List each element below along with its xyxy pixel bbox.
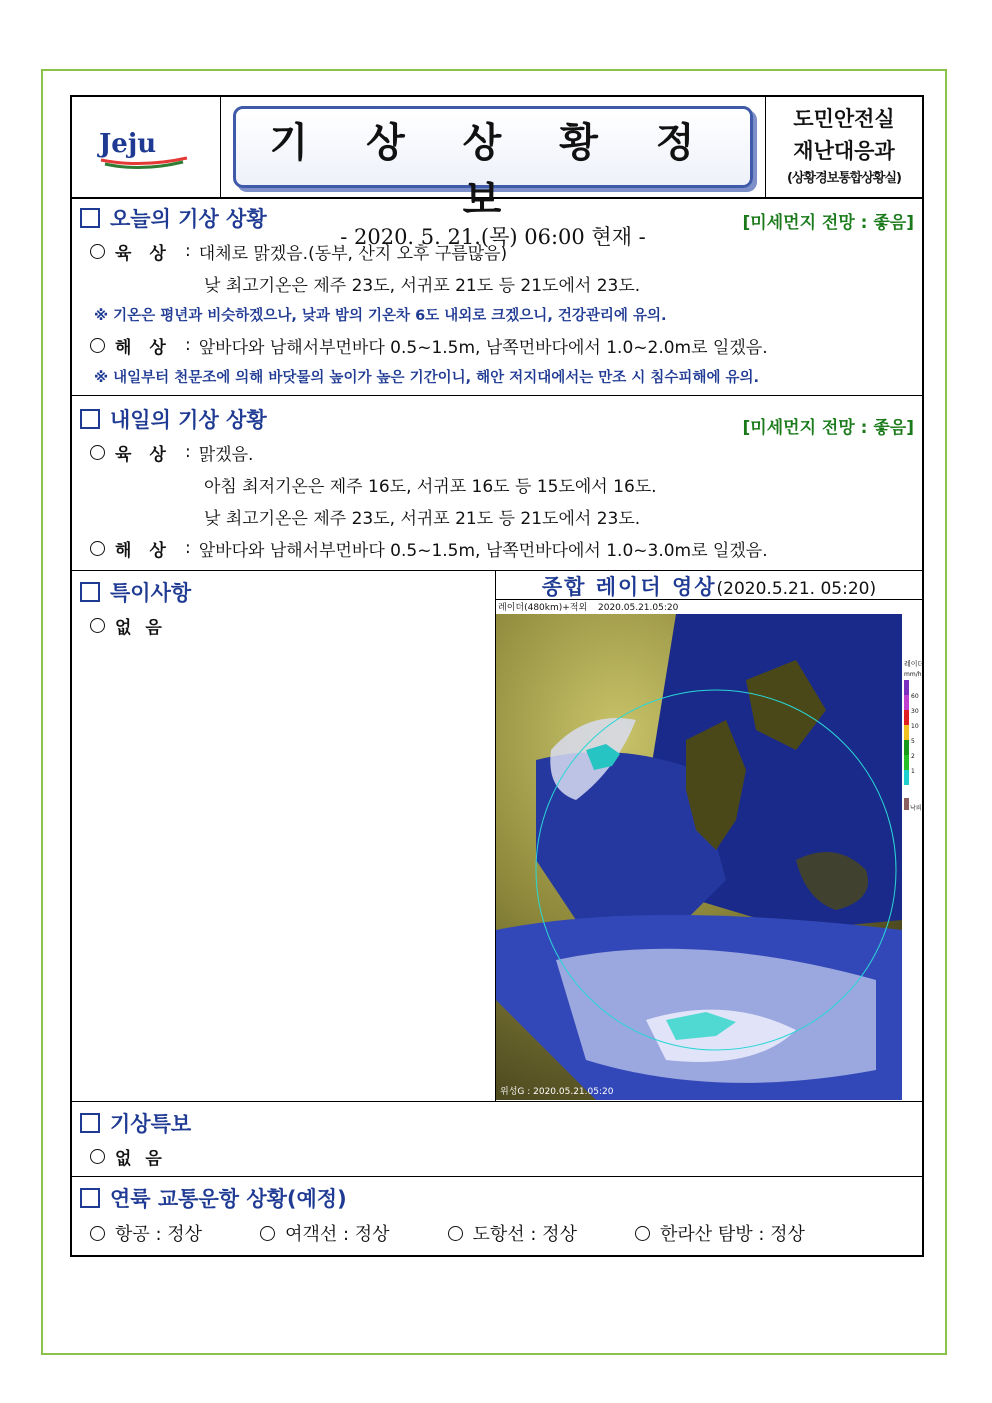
radar-img-label: 레이더(480km)+적외	[498, 603, 588, 613]
radar-img-time: 2020.05.21.05:20	[598, 603, 679, 613]
radar-image	[496, 600, 925, 1100]
radar-img-bottom-label: 위성G : 2020.05.21.05:20	[500, 1087, 614, 1097]
circle-bullet-icon	[90, 541, 105, 556]
logo-text: Jeju	[99, 129, 157, 159]
radar-title: 종합 레이더 영상	[541, 575, 717, 599]
special-radar-row	[72, 571, 925, 1102]
report-date: - 2020. 5. 21.(목) 06:00 현재 -	[340, 225, 646, 249]
tomorrow-sea-line: 앞바다와 남해서부먼바다 0.5~1.5m, 남쪽먼바다에서 1.0~3.0m로 일겠음.	[198, 540, 768, 561]
warning-value: 없 음	[115, 1148, 166, 1169]
today-dust: [미세먼지 전망 : 좋음]	[742, 213, 914, 233]
traffic-heading: 연륙 교통운항 상황(예정)	[110, 1187, 347, 1211]
title-box	[221, 97, 765, 249]
traffic-island-ferry: 도항선 : 정상	[472, 1224, 577, 1245]
org-line3: (상황경보통합상황실)	[787, 171, 901, 186]
weather-report	[70, 95, 924, 1257]
circle-bullet-icon	[90, 445, 105, 460]
tomorrow-heading: 내일의 기상 상황	[110, 408, 267, 432]
tomorrow-land-line3: 낮 최고기온은 제주 23도, 서귀포 21도 등 21도에서 23도.	[204, 508, 641, 529]
legend-value-10: 10	[911, 723, 919, 730]
organization	[765, 97, 922, 197]
warning-section	[72, 1106, 922, 1177]
sea-label: 해 상	[115, 337, 172, 358]
checkbox-icon	[80, 409, 100, 429]
legend-value-30: 30	[911, 708, 919, 715]
today-heading: 오늘의 기상 상황	[110, 207, 267, 231]
legend-value-2: 2	[911, 753, 915, 760]
legend-unit: mm/h	[904, 671, 922, 678]
report-title: 기 상 상 황 정 보	[269, 119, 717, 223]
circle-bullet-icon	[90, 338, 105, 353]
legend-value-60: 60	[911, 693, 919, 700]
today-note2: ※ 내일부터 천문조에 의해 바닷물의 높이가 높은 기간이니, 해안 저지대에서는 만조 시 침수피해에 유의.	[94, 369, 760, 386]
land-label: 육 상	[115, 444, 172, 465]
org-line2: 재난대응과	[793, 139, 895, 163]
circle-bullet-icon	[90, 244, 105, 259]
warning-heading: 기상특보	[110, 1112, 192, 1136]
checkbox-icon	[80, 1188, 100, 1208]
circle-bullet-icon	[635, 1226, 650, 1241]
traffic-hallasan: 한라산 탐방 : 정상	[659, 1224, 805, 1245]
circle-bullet-icon	[260, 1226, 275, 1241]
traffic-section	[72, 1181, 922, 1255]
legend-value-1: 1	[911, 768, 915, 775]
legend-lightning: 낙뢰	[910, 805, 922, 812]
traffic-ferry: 여객선 : 정상	[285, 1224, 390, 1245]
circle-bullet-icon	[448, 1226, 463, 1241]
radar-section	[495, 571, 925, 1101]
today-land-line1: 대체로 맑겠음.(동부, 산지 오후 구름많음)	[198, 243, 508, 264]
today-section: 오늘의 기상 상황 [미세먼지 전망 : 좋음] 육 상 : 대체로 맑겠음.(동부, 산지 오후 구름많음) 낮 최고기온은 제주 23도, 서귀포 21도 등 21도에서 23도. ※ 기온은 평년과 비슷하겠으나, 낮과 밤의 기온차 6도 내외로 크겠으니, 건강관리에 유의. 해 상 : 앞바다와 남해서부먼바다 0.5~1.5m, 남쪽먼바다에서 1.0~2.0m로 일겠음. ※ 내일부터 천문조에 의해 바닷물의 높이가 높은 기간이니, 해안 저지대에서는 만조 시 침수피해에 유의.	[72, 201, 922, 396]
checkbox-icon	[80, 1113, 100, 1133]
special-value: 없 음	[115, 617, 166, 638]
tomorrow-land-line2: 아침 최저기온은 제주 16도, 서귀포 16도 등 15도에서 16도.	[204, 476, 657, 497]
land-label: 육 상	[115, 243, 172, 264]
checkbox-icon	[80, 582, 100, 602]
sea-label: 해 상	[115, 540, 172, 561]
tomorrow-section: 내일의 기상 상황 [미세먼지 전망 : 좋음] 육 상 : 맑겠음. 아침 최저기온은 제주 16도, 서귀포 16도 등 15도에서 16도. 낮 최고기온은 제주 23도, 서귀포 21도 등 21도에서 23도. 해 상 : 앞바다와 남해서부먼바다 0.5~1.5m, 남쪽먼바다에서 1.0~3.0m로 일겠음.	[72, 402, 922, 571]
today-sea-line: 앞바다와 남해서부먼바다 0.5~1.5m, 남쪽먼바다에서 1.0~2.0m로 일겠음.	[198, 337, 768, 358]
legend-value-5: 5	[911, 738, 915, 745]
tomorrow-land-line1: 맑겠음.	[198, 444, 254, 465]
org-line1: 도민안전실	[793, 107, 895, 131]
today-land-line2: 낮 최고기온은 제주 23도, 서귀포 21도 등 21도에서 23도.	[204, 275, 641, 296]
legend-title: 레이더	[904, 660, 925, 668]
checkbox-icon	[80, 208, 100, 228]
circle-bullet-icon	[90, 1226, 105, 1241]
circle-bullet-icon	[90, 1149, 105, 1164]
tomorrow-dust: [미세먼지 전망 : 좋음]	[742, 418, 914, 438]
radar-time: (2020.5.21. 05:20)	[716, 579, 877, 599]
jeju-logo	[72, 97, 221, 197]
special-heading: 특이사항	[110, 581, 192, 605]
today-note1: ※ 기온은 평년과 비슷하겠으나, 낮과 밤의 기온차 6도 내외로 크겠으니, 건강관리에 유의.	[94, 307, 667, 324]
traffic-air: 항공 : 정상	[115, 1224, 203, 1245]
special-section	[72, 571, 495, 1101]
circle-bullet-icon	[90, 618, 105, 633]
